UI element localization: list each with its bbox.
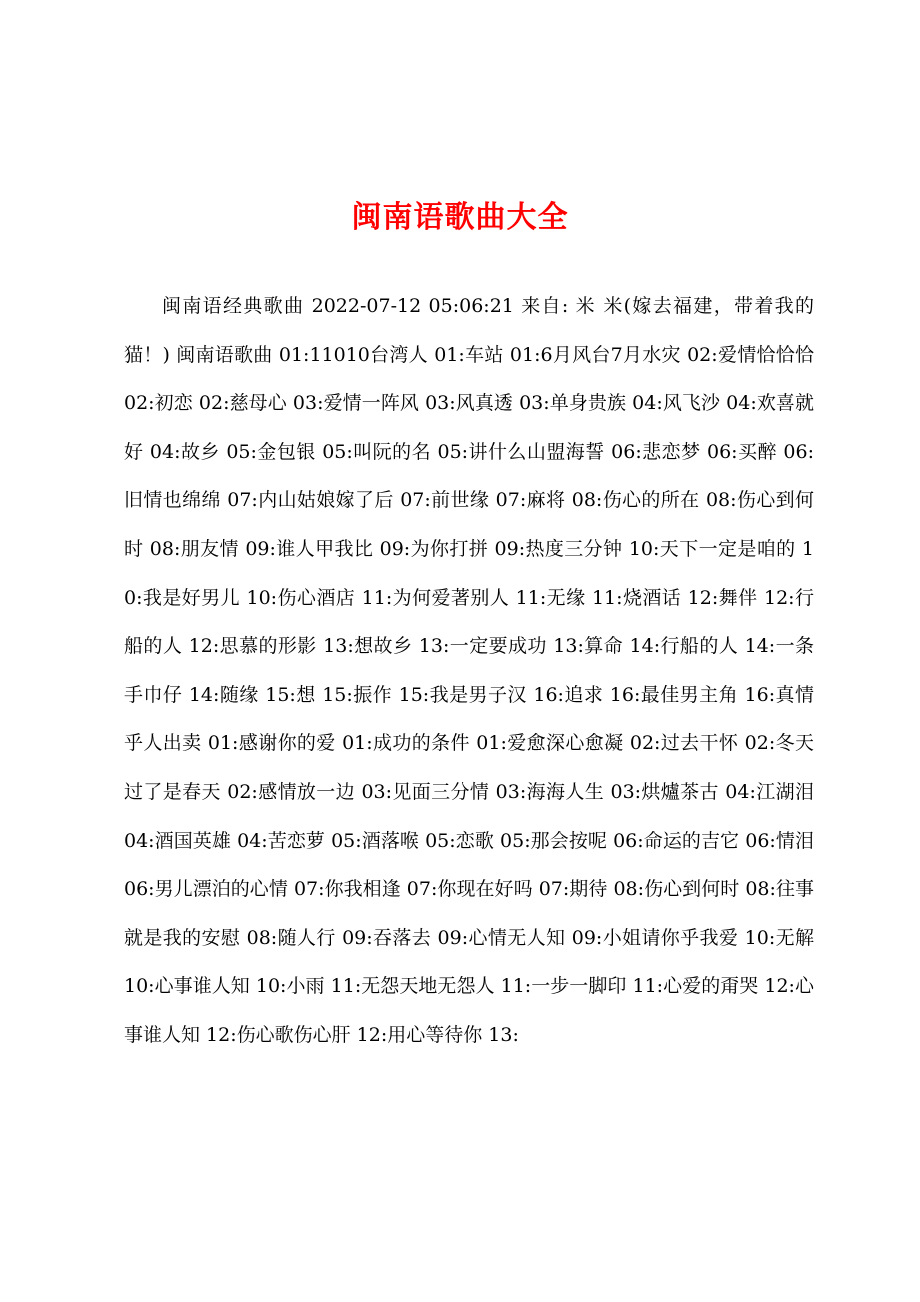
- document-title: 闽南语歌曲大全: [351, 200, 569, 235]
- document-body-paragraph: 闽南语经典歌曲 2022-07-12 05:06:21 来自: 米 米(嫁去福建，带着我的猫！) 闽南语歌曲 01:11010台湾人 01:车站 01:6月风台7月水灾 02:爱情恰恰恰 02:初恋 02:慈母心 03:爱情一阵风 03:风真透 03:单身贵族 04:风飞沙 04:欢喜就好 04:故乡 05:金包银 05:叫阮的名 05:讲什么山盟海誓 06:悲恋梦 06:买醉 06:旧情也绵绵 07:内山姑娘嫁了后 07:前世缘 07:麻将 08:伤心的所在 08:伤心到何时 08:朋友情 09:谁人甲我比 09:为你打拼 09:热度三分钟 10:天下一定是咱的 10:我是好男儿 10:伤心酒店 11:为何爱著别人 11:无缘 11:烧酒话 12:舞伴 12:行船的人 12:思慕的形影 13:想故乡 13:一定要成功 13:算命 14:行船的人 14:一条手巾仔 14:随缘 15:想 15:振作 15:我是男子汉 16:追求 16:最佳男主角 16:真情乎人出卖 01:感谢你的爱 01:成功的条件 01:爱愈深心愈凝 02:过去干怀 02:冬天过了是春天 02:感情放一边 03:见面三分情 03:海海人生 03:烘爐茶古 04:江湖泪 04:酒国英雄 04:苦恋萝 05:酒落喉 05:恋歌 05:那会按呢 06:命运的吉它 06:情泪 06:男儿漂泊的心情 07:你我相逢 07:你现在好吗 07:期待 08:伤心到何时 08:往事就是我的安慰 08:随人行 09:吞落去 09:心情无人知 09:小姐请你乎我爱 10:无解 10:心事谁人知 10:小雨 11:无怨天地无怨人 11:一步一脚印 11:心爱的甭哭 12:心事谁人知 12:伤心歌伤心肝 12:用心等待你 13:: [124, 295, 814, 1046]
